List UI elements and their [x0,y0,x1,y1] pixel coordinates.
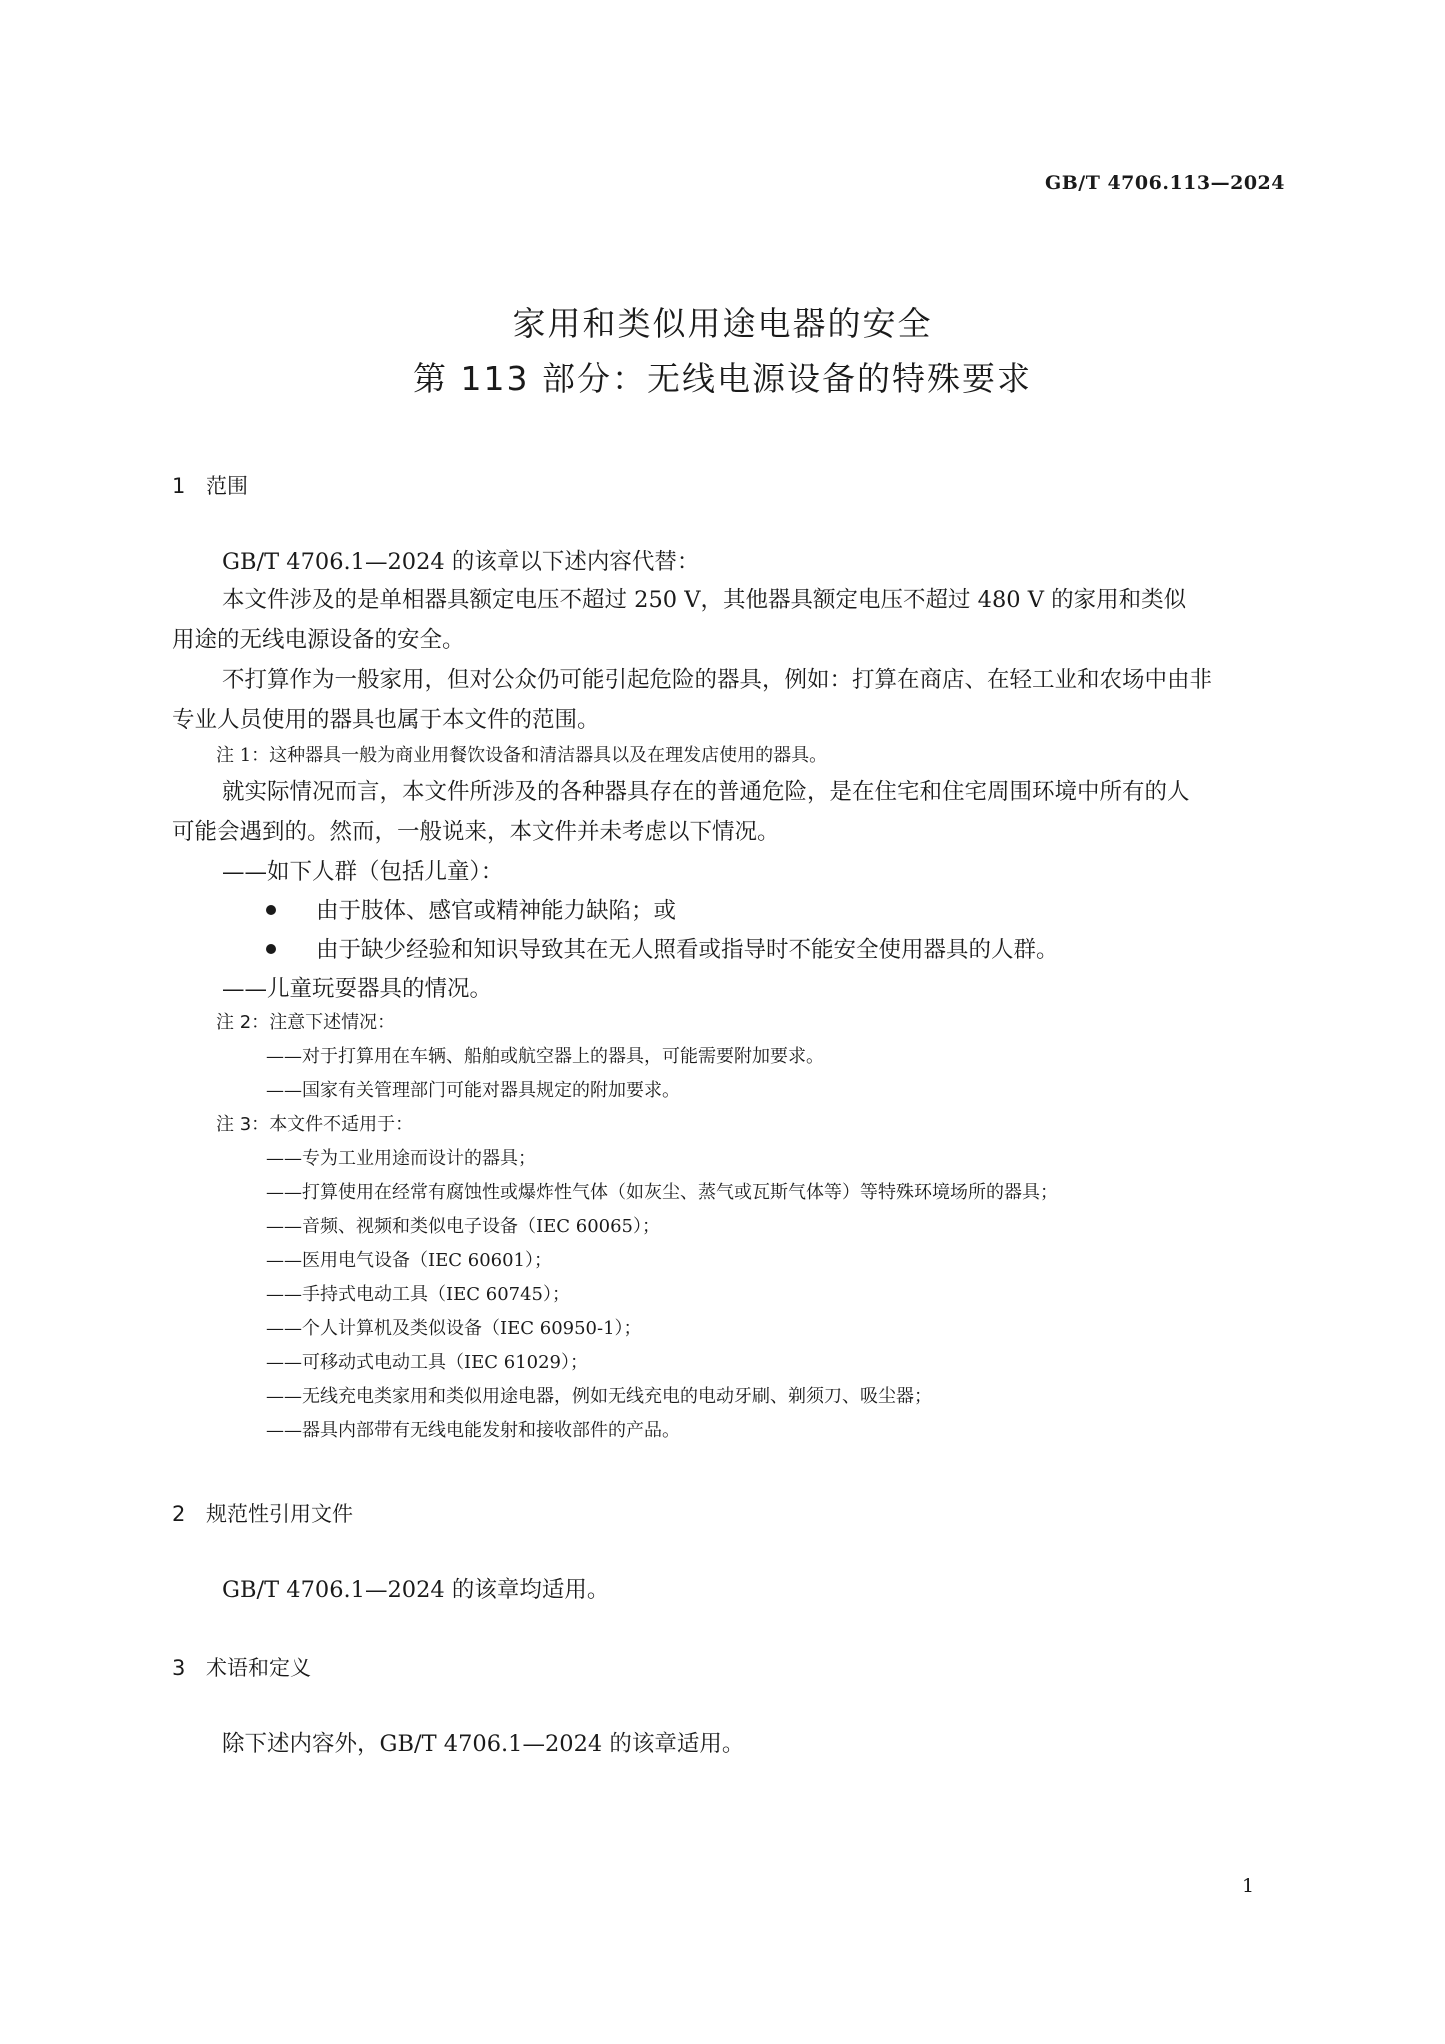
note-3 [216,1110,413,1136]
note-text: 注意下述情况： [269,1012,396,1033]
paragraph-line: 可能会遇到的。然而，一般说来，本文件并未考虑以下情况。 [172,819,780,845]
note-1: 注 1：这种器具一般为商业用餐饮设备和清洁器具以及在理发店使用的器具。 [216,745,828,766]
dash-item: ——儿童玩耍器具的情况。 [222,976,493,1002]
dash-item: ——如下人群（包括儿童）： [222,859,504,885]
paragraph-line: 不打算作为一般家用，但对公众仍可能引起危险的器具，例如：打算在商店、在轻工业和农场中由非 [222,667,1213,693]
paragraph-line: 用途的无线电源设备的安全。 [172,627,465,653]
paragraph-line: 专业人员使用的器具也属于本文件的范围。 [172,707,600,733]
bullet-item [266,932,1059,964]
bullet-icon [266,905,276,915]
section-2-heading [172,1498,353,1528]
bullet-text: 由于缺少经验和知识导致其在无人照看或指导时不能安全使用器具的人群。 [316,937,1059,963]
note-item: ——医用电气设备（IEC 60601）； [266,1250,553,1271]
section-title: 术语和定义 [206,1656,311,1680]
section-number: 1 [172,474,186,498]
note-item: ——专为工业用途而设计的器具； [266,1148,536,1169]
note-2 [216,1008,395,1034]
note-item: ——打算使用在经常有腐蚀性或爆炸性气体（如灰尘、蒸气或瓦斯气体等）等特殊环境场所的器具； [266,1182,1058,1203]
bullet-text: 由于肢体、感官或精神能力缺陷；或 [316,898,677,924]
note-item: ——器具内部带有无线电能发射和接收部件的产品。 [266,1420,680,1441]
note-text: 本文件不适用于： [269,1114,414,1135]
note-label: 注 3： [216,1114,270,1135]
section-1-intro: GB/T 4706.1—2024 的该章以下述内容代替： [222,549,700,575]
document-title-line2: 第 113 部分：无线电源设备的特殊要求 [413,359,1032,398]
note-item: ——手持式电动工具（IEC 60745）； [266,1284,571,1305]
section-title: 规范性引用文件 [206,1502,353,1526]
note-item: ——音频、视频和类似电子设备（IEC 60065）； [266,1216,661,1237]
note-item: ——国家有关管理部门可能对器具规定的附加要求。 [266,1080,680,1101]
section-number: 2 [172,1502,186,1526]
note-label: 注 2： [216,1012,270,1033]
page-number: 1 [1242,1875,1255,1897]
section-title: 范围 [206,474,248,498]
section-3-text: 除下述内容外，GB/T 4706.1—2024 的该章适用。 [222,1731,745,1757]
section-2-text: GB/T 4706.1—2024 的该章均适用。 [222,1577,610,1603]
bullet-item [266,893,676,925]
section-number: 3 [172,1656,186,1680]
note-item: ——可移动式电动工具（IEC 61029）； [266,1352,589,1373]
paragraph-line: 本文件涉及的是单相器具额定电压不超过 250 V，其他器具额定电压不超过 480 V 的家用和类似 [222,587,1187,613]
note-item: ——对于打算用在车辆、船舶或航空器上的器具，可能需要附加要求。 [266,1046,824,1067]
paragraph-line: 就实际情况而言，本文件所涉及的各种器具存在的普通危险，是在住宅和住宅周围环境中所有的人 [222,779,1190,805]
document-title-line1: 家用和类似用途电器的安全 [512,304,933,343]
section-3-heading [172,1652,311,1682]
standard-code: GB/T 4706.113—2024 [1044,172,1285,194]
note-item: ——无线充电类家用和类似用途电器，例如无线充电的电动牙刷、剃须刀、吸尘器； [266,1386,932,1407]
bullet-icon [266,944,276,954]
note-item: ——个人计算机及类似设备（IEC 60950-1）； [266,1318,642,1339]
section-1-heading [172,470,248,500]
